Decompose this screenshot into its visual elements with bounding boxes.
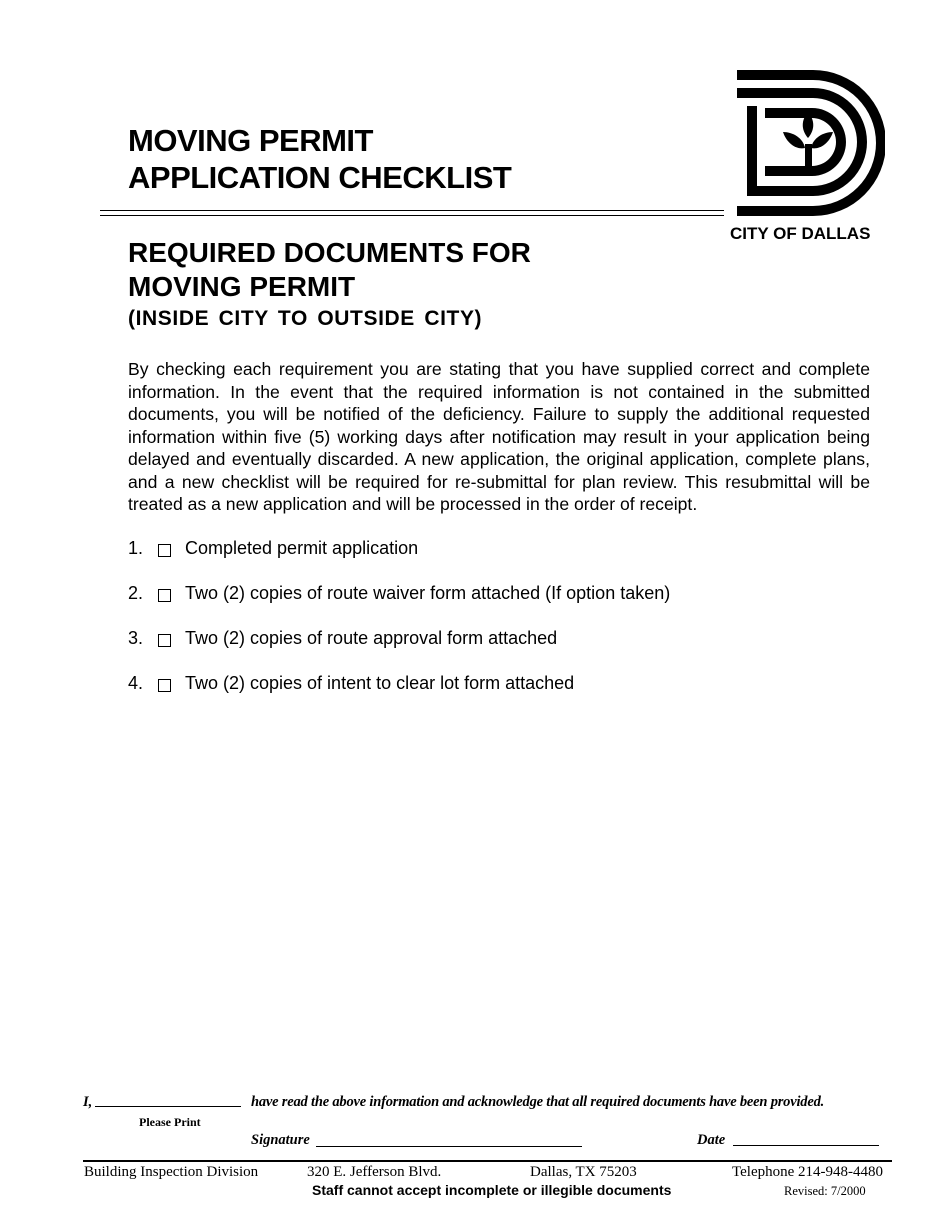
intro-paragraph: By checking each requirement you are stating that you have supplied correct and complete information. In the event that the required information is not contained in the submitted documents, you will be notified of the deficiency. Failure to supply the additional requested information within five (5) working days after notification may result in your application being delayed and eventually discarded. A new application, the original application, complete plans, and a new checklist will be required for re-submittal for plan review. This resubmittal will be treated as a new application and will be processed in the order of receipt. xyxy=(128,359,870,514)
footer-address: 320 E. Jefferson Blvd. xyxy=(307,1164,442,1180)
footer-rule xyxy=(83,1160,892,1162)
footer-telephone: Telephone 214-948-4480 xyxy=(732,1164,883,1180)
footer-city: Dallas, TX 75203 xyxy=(530,1164,637,1180)
city-of-dallas-logo-icon xyxy=(735,68,885,220)
footer-warning: Staff cannot accept incomplete or illegible documents xyxy=(312,1182,672,1198)
checklist-checkbox[interactable] xyxy=(158,679,171,692)
checklist-checkbox[interactable] xyxy=(158,634,171,647)
acknowledgement-statement: have read the above information and acknowledge that all required documents have been provided. xyxy=(251,1094,825,1110)
section-heading-line-1: REQUIRED DOCUMENTS FOR xyxy=(128,237,531,268)
checklist-item-number: 3. xyxy=(128,628,144,648)
logo-caption: CITY OF DALLAS xyxy=(730,224,871,243)
section-heading xyxy=(128,236,531,304)
section-subheading: (INSIDE CITY TO OUTSIDE CITY) xyxy=(128,307,483,330)
page-title xyxy=(128,122,511,196)
section-heading-line-2: MOVING PERMIT xyxy=(128,271,356,302)
checklist-item-number: 2. xyxy=(128,583,144,603)
checklist-item-label: Two (2) copies of route waiver form attached (If option taken) xyxy=(185,583,671,603)
header-rule-top xyxy=(100,210,724,211)
checklist-checkbox[interactable] xyxy=(158,589,171,602)
date-label: Date xyxy=(697,1132,726,1148)
checklist-item-number: 4. xyxy=(128,673,144,693)
checklist-item xyxy=(128,671,574,695)
revised-date: Revised: 7/2000 xyxy=(784,1184,866,1198)
checklist-item xyxy=(128,626,557,650)
checklist-item xyxy=(128,536,418,560)
checklist-item-label: Completed permit application xyxy=(185,538,419,558)
footer-division: Building Inspection Division xyxy=(84,1164,259,1180)
acknowledgement-prefix: I, xyxy=(83,1094,93,1110)
name-field-line[interactable] xyxy=(95,1092,241,1107)
date-field-line[interactable] xyxy=(733,1132,879,1146)
title-line-2: APPLICATION CHECKLIST xyxy=(128,160,512,195)
checklist-item-label: Two (2) copies of intent to clear lot form attached xyxy=(185,673,575,693)
checklist-checkbox[interactable] xyxy=(158,544,171,557)
checklist-item-number: 1. xyxy=(128,538,144,558)
title-line-1: MOVING PERMIT xyxy=(128,123,373,158)
checklist-item-label: Two (2) copies of route approval form attached xyxy=(185,628,558,648)
signature-field-line[interactable] xyxy=(316,1132,582,1147)
signature-label: Signature xyxy=(251,1132,310,1148)
header-rule-bottom xyxy=(100,215,724,216)
checklist-item xyxy=(128,581,670,605)
please-print-label: Please Print xyxy=(139,1115,201,1129)
